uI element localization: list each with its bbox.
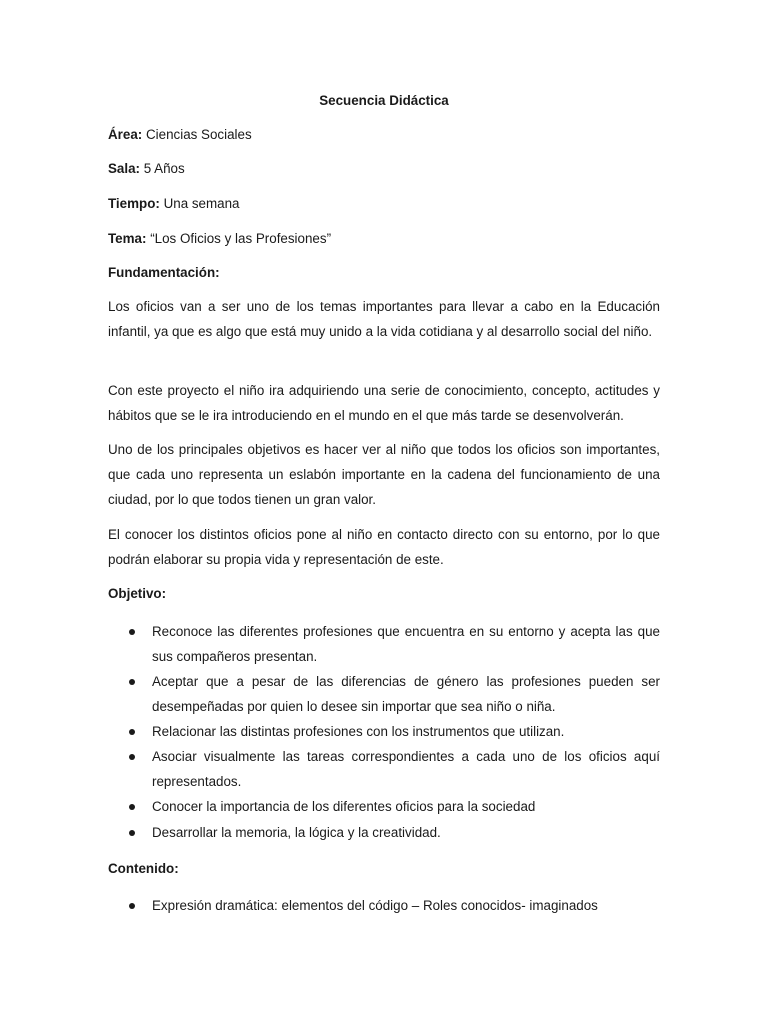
bullet-icon (129, 754, 135, 760)
contenido-item-1: Expresión dramática: elementos del código – Roles conocidos- imaginados (152, 898, 598, 913)
objetivo-item-6: Desarrollar la memoria, la lógica y la creatividad. (152, 825, 441, 840)
field-sala (108, 159, 185, 179)
document-title: Secuencia Didáctica (319, 93, 449, 108)
objetivo-item-1: Reconoce las diferentes profesiones que encuentra en su entorno y acepta las que sus compañeros presentan. (152, 624, 660, 664)
bullet-icon (129, 729, 135, 735)
bullet-icon (129, 804, 135, 810)
field-area-value: Ciencias Sociales (145, 127, 252, 142)
objetivo-item-2: Aceptar que a pesar de las diferencias de género las profesiones pueden ser desempeñadas por quien lo desee sin importar que sea niño o niña. (152, 674, 660, 714)
field-tiempo-value: Una semana (163, 196, 240, 211)
field-tema-label: Tema: (108, 231, 147, 246)
bullet-icon (129, 679, 135, 685)
field-tiempo (108, 194, 240, 214)
bullet-icon (129, 629, 135, 635)
field-area (108, 125, 252, 145)
field-tema (108, 229, 331, 249)
contenido-heading: Contenido: (108, 861, 179, 876)
objetivo-heading: Objetivo: (108, 586, 167, 601)
field-tema-value: “Los Oficios y las Profesiones” (150, 231, 332, 246)
bullet-icon (129, 903, 135, 909)
field-sala-value: 5 Años (143, 161, 185, 176)
fundamentacion-heading: Fundamentación: (108, 265, 220, 280)
field-sala-label: Sala: (108, 161, 141, 176)
objetivo-item-4: Asociar visualmente las tareas correspondientes a cada uno de los oficios aquí representados. (152, 749, 660, 789)
fundamentacion-paragraph-4: El conocer los distintos oficios pone al niño en contacto directo con su entorno, por lo que podrán elaborar su propia vida y representación de este. (108, 527, 660, 567)
objetivo-item-5: Conocer la importancia de los diferentes oficios para la sociedad (152, 799, 536, 814)
field-tiempo-label: Tiempo: (108, 196, 160, 211)
field-area-label: Área: (108, 127, 143, 142)
fundamentacion-paragraph-2: Con este proyecto el niño ira adquiriendo una serie de conocimiento, concepto, actitudes y hábitos que se le ira introduciendo en el mundo en el que más tarde se desenvolverán. (108, 383, 660, 423)
fundamentacion-paragraph-1: Los oficios van a ser uno de los temas importantes para llevar a cabo en la Educación infantil, ya que es algo que está muy unido a la vida cotidiana y al desarrollo social del niño. (108, 299, 660, 339)
fundamentacion-paragraph-3: Uno de los principales objetivos es hacer ver al niño que todos los oficios son importantes, que cada uno representa un eslabón importante en la cadena del funcionamiento de una ciudad, por lo que todos tienen un gran valor. (108, 442, 660, 507)
bullet-icon (129, 830, 135, 836)
objetivo-item-3: Relacionar las distintas profesiones con los instrumentos que utilizan. (152, 724, 565, 739)
